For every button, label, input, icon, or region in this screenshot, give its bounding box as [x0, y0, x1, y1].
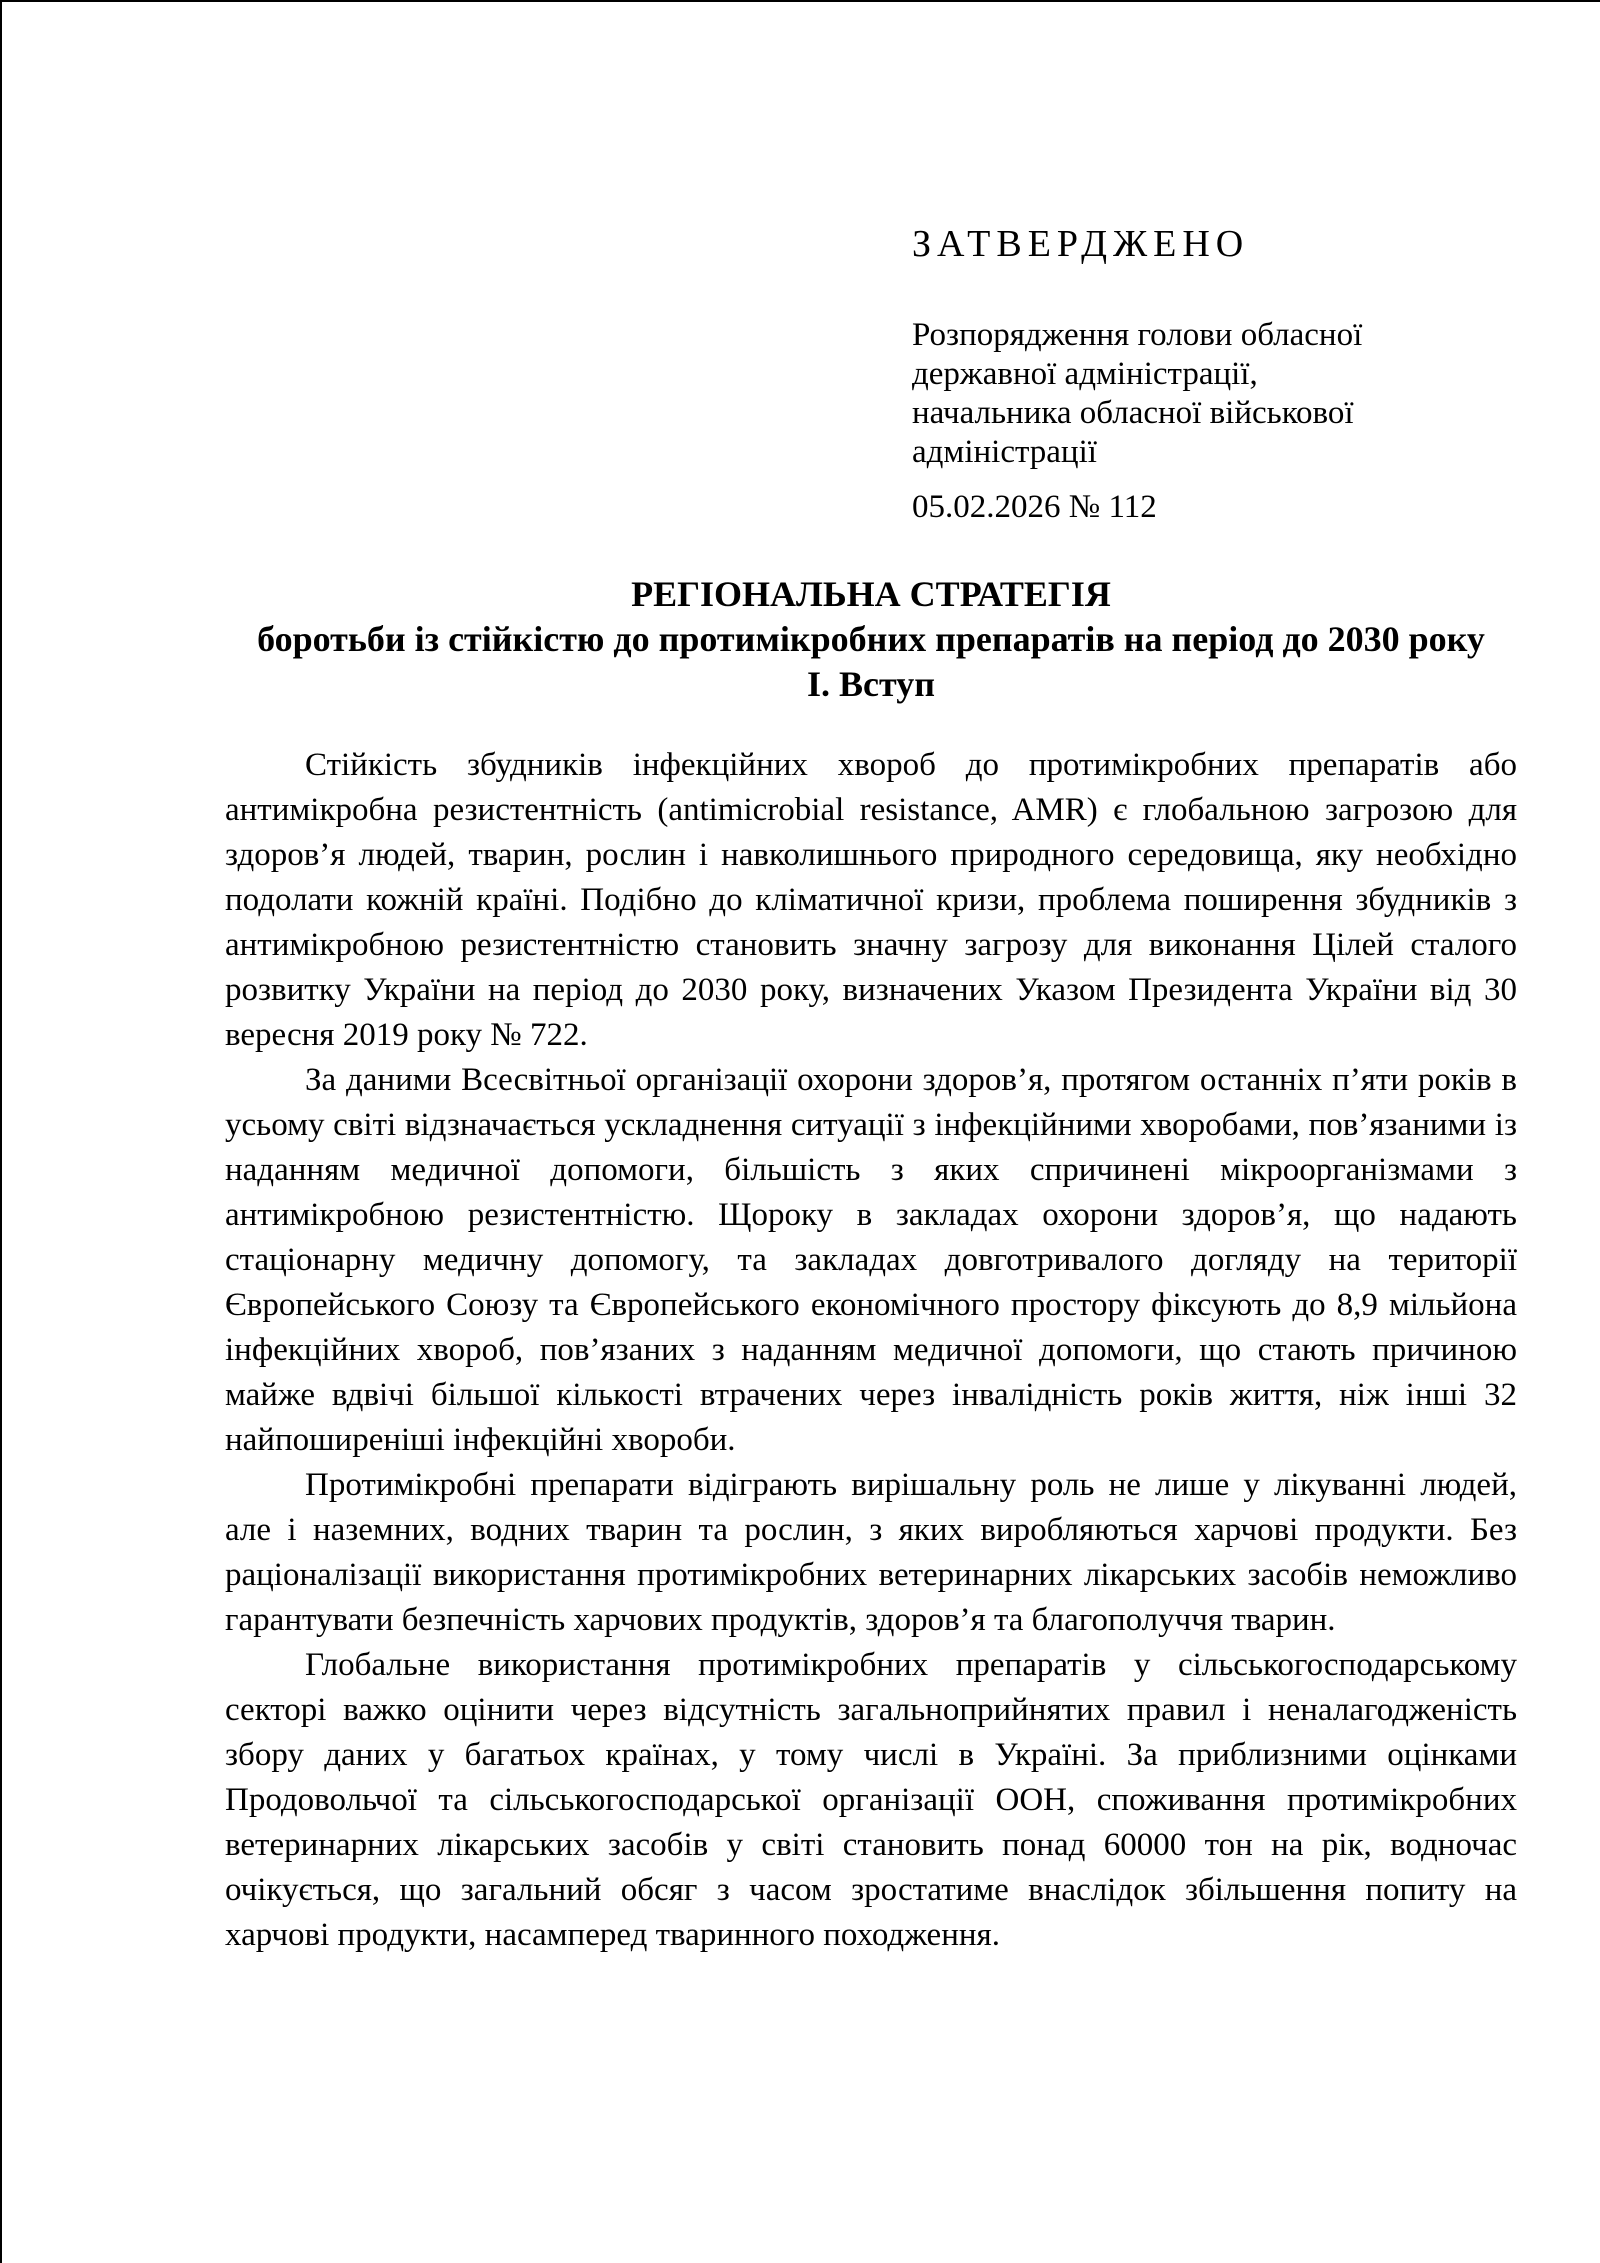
approval-order-reference — [912, 316, 1492, 472]
title-line-main: РЕГІОНАЛЬНА СТРАТЕГІЯ — [631, 574, 1111, 614]
approval-order-line-3: начальника обласної військової — [912, 395, 1354, 431]
approval-order-line-2: державної адміністрації, — [912, 356, 1258, 392]
title-line-subtitle: боротьби із стійкістю до протимікробних препаратів на період до 2030 року — [257, 619, 1485, 659]
paragraph-intro-3: Протимікробні препарати відіграють вирішальну роль не лише у лікуванні людей, але і наземних, водних тварин та рослин, з яких виробляються харчові продукти. Без раціоналізації використання протимікробних ветеринарних лікарських засобів неможливо гарантувати безпечність харчових продуктів, здоров’я та благополуччя тварин. — [225, 1467, 1517, 1638]
approval-order-line-1: Розпорядження голови обласної — [912, 317, 1363, 353]
paragraph-intro-1: Стійкість збудників інфекційних хвороб до протимікробних препаратів або антимікробна резистентність (antimicrobial resistance, AMR) є глобальною загрозою для здоров’я людей, тварин, рослин і навколишнього природного середовища, яку необхідно подолати кожній країні. Подібно до кліматичної кризи, проблема поширення збудників з антимікробною резистентністю становить значну загрозу для виконання Цілей сталого розвитку України на період до 2030 року, визначених Указом Президента України від 30 вересня 2019 року № 722. — [225, 747, 1517, 1053]
approval-stamp: ЗАТВЕРДЖЕНО — [912, 223, 1250, 265]
approval-order-line-4: адміністрації — [912, 434, 1097, 470]
document-body — [225, 743, 1517, 1958]
approval-date-number: 05.02.2026 № 112 — [912, 489, 1157, 525]
paragraph-intro-4: Глобальне використання протимікробних препаратів у сільськогосподарському секторі важко оцінити через відсутність загальноприйнятих правил і неналагодженість збору даних у багатьох країнах, у тому числі в Україні. За приблизними оцінками Продовольчої та сільськогосподарської організації ООН, споживання протимікробних ветеринарних лікарських засобів у світі становить понад 60000 тон на рік, водночас очікується, що загальний обсяг з часом зростатиме внаслідок збільшення попиту на харчові продукти, насамперед тваринного походження. — [225, 1647, 1517, 1953]
approval-block — [912, 222, 1492, 530]
document-title — [225, 572, 1517, 707]
section-heading: І. Вступ — [807, 664, 935, 704]
paragraph-intro-2: За даними Всесвітньої організації охорони здоров’я, протягом останніх п’яти років в усьому світі відзначається ускладнення ситуації з інфекційними хворобами, пов’язаними із наданням медичної допомоги, більшість з яких спричинені мікроорганізмами з антимікробною резистентністю. Щороку в закладах охорони здоров’я, що надають стаціонарну медичну допомогу, та закладах довготривалого догляду на території Європейського Союзу та Європейського економічного простору фіксують до 8,9 мільйона інфекційних хвороб, пов’язаних з наданням медичної допомоги, що стають причиною майже вдвічі більшої кількості втрачених через інвалідність років життя, ніж інші 32 найпоширеніші інфекційні хвороби. — [225, 1062, 1517, 1458]
